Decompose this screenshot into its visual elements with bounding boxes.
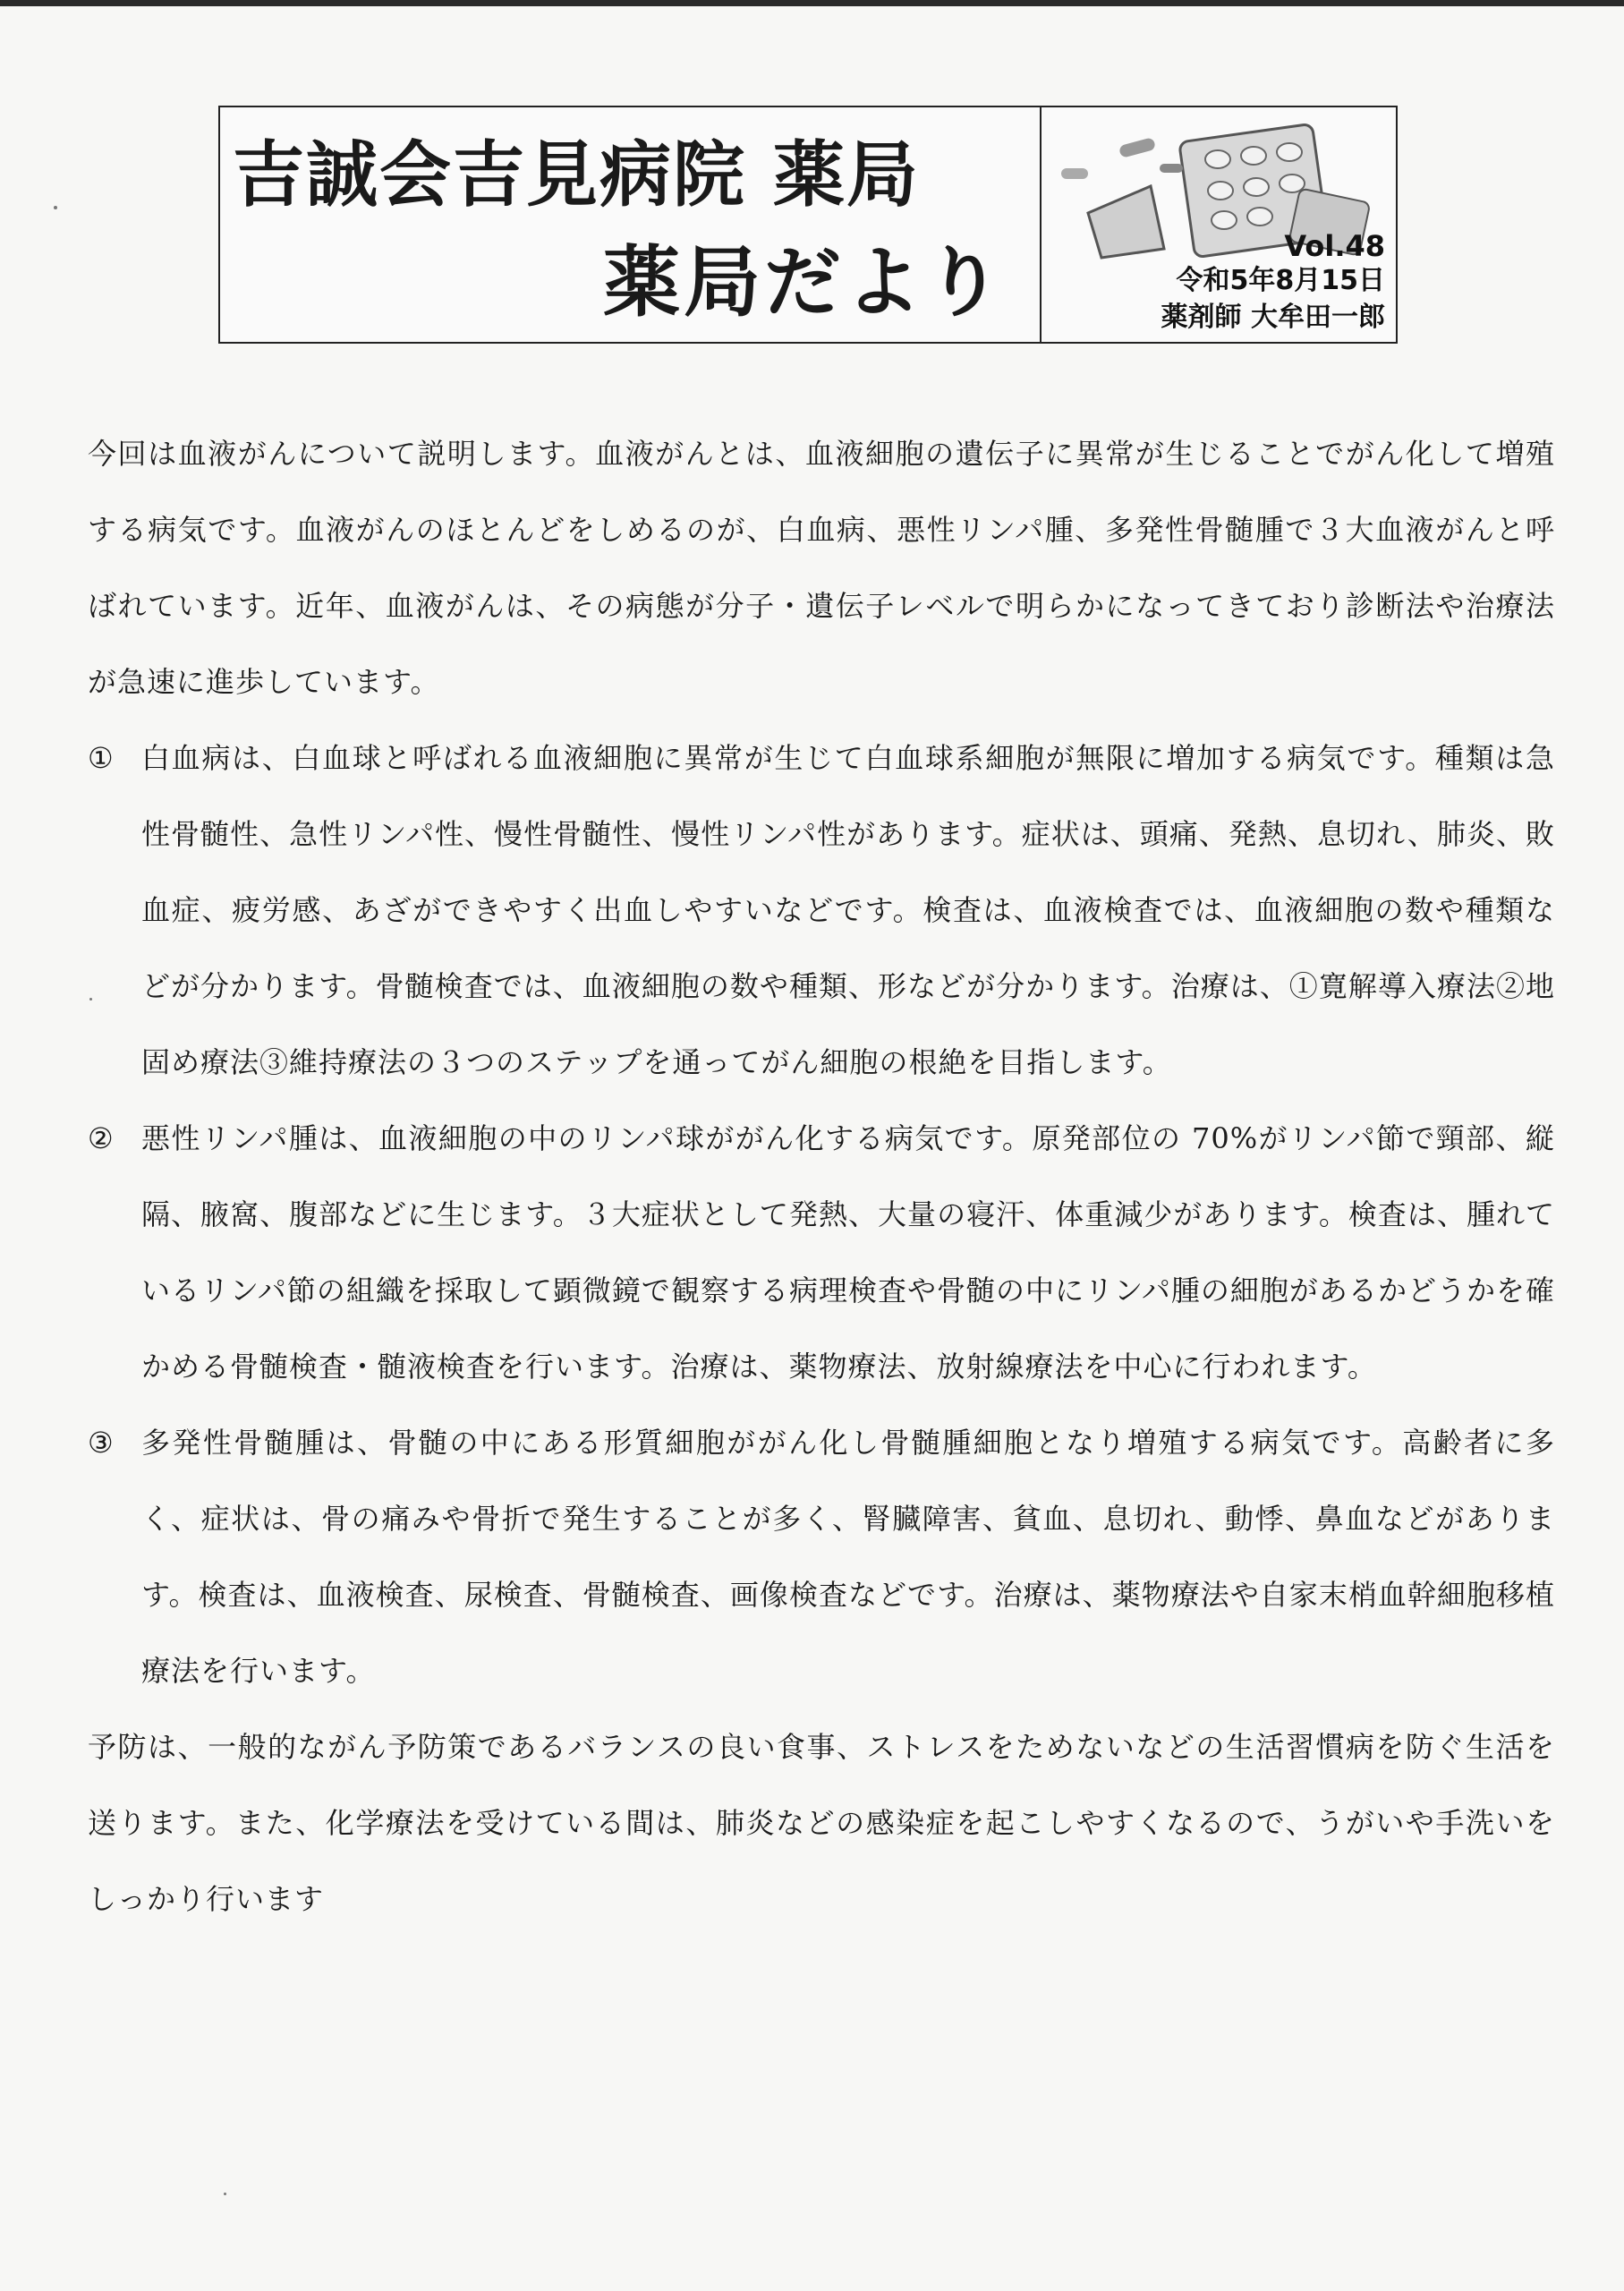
issue-date: 令和5年8月15日: [1176, 265, 1385, 296]
list-item-myeloma: [88, 1405, 1555, 1709]
scan-speck: [89, 998, 92, 1001]
scan-top-edge: [0, 0, 1624, 6]
header-divider: [1040, 107, 1042, 342]
item-number: ①: [88, 741, 115, 775]
item-text: 悪性リンパ腫は、血液細胞の中のリンパ球ががん化する病気です。原発部位の 70%がリンパ節で頸部、縦隔、腋窩、腹部などに生じます。３大症状として発熱、大量の寝汗、体重減少があります。検査は、腫れているリンパ節の組織を採取して顕微鏡で観察する病理検査や骨髄の中にリンパ腫の細胞があるかどうかを確かめる骨髄検査・髄液検査を行います。治療は、薬物療法、放射線療法を中心に行われます。: [141, 1121, 1555, 1384]
newsletter-header: [218, 106, 1398, 344]
newsletter-title: 薬局だより: [603, 238, 1006, 328]
item-text: 白血病は、白血球と呼ばれる血液細胞に異常が生じて白血球系細胞が無限に増加する病気です。種類は急性骨髄性、急性リンパ性、慢性骨髄性、慢性リンパ性があります。症状は、頭痛、発熱、息切れ、肺炎、敗血症、疲労感、あざができやすく出血しやすいなどです。検査は、血液検査では、血液細胞の数や種類などが分かります。骨髄検査では、血液細胞の数や種類、形などが分かります。治療は、①寛解導入療法②地固め療法③維持療法の３つのステップを通ってがん細胞の根絶を目指します。: [141, 741, 1555, 1079]
volume-number: Vol.48: [1284, 229, 1385, 263]
item-number: ②: [88, 1121, 115, 1155]
scan-speck: [54, 206, 57, 209]
hospital-name: 吉誠会吉見病院 薬局: [233, 133, 920, 217]
item-text: 多発性骨髄腫は、骨髄の中にある形質細胞ががん化し骨髄腫細胞となり増殖する病気です。高齢者に多く、症状は、骨の痛みや骨折で発生することが多く、腎臓障害、貧血、息切れ、動悸、鼻血などがあります。検査は、血液検査、尿検査、骨髄検査、画像検査などです。治療は、薬物療法や自家末梢血幹細胞移植療法を行います。: [141, 1426, 1555, 1688]
header-meta: [1054, 229, 1385, 336]
author: 薬剤師 大牟田一郎: [1161, 302, 1385, 333]
list-item-leukemia: [88, 720, 1555, 1101]
scan-speck: [224, 2193, 226, 2195]
intro-paragraph: 今回は血液がんについて説明します。血液がんとは、血液細胞の遺伝子に異常が生じることでがん化して増殖する病気です。血液がんのほとんどをしめるのが、白血病、悪性リンパ腫、多発性骨髄腫で３大血液がんと呼ばれています。近年、血液がんは、その病態が分子・遺伝子レベルで明らかになってきており診断法や治療法が急速に進歩しています。: [88, 437, 1555, 699]
article-body: [88, 416, 1555, 1938]
prevention-paragraph: 予防は、一般的ながん予防策であるバランスの良い食事、ストレスをためないなどの生活習慣病を防ぐ生活を送ります。また、化学療法を受けている間は、肺炎などの感染症を起こしやすくなるので、うがいや手洗いをしっかり行います: [88, 1730, 1555, 1916]
list-item-lymphoma: [88, 1101, 1555, 1405]
item-number: ③: [88, 1426, 115, 1460]
